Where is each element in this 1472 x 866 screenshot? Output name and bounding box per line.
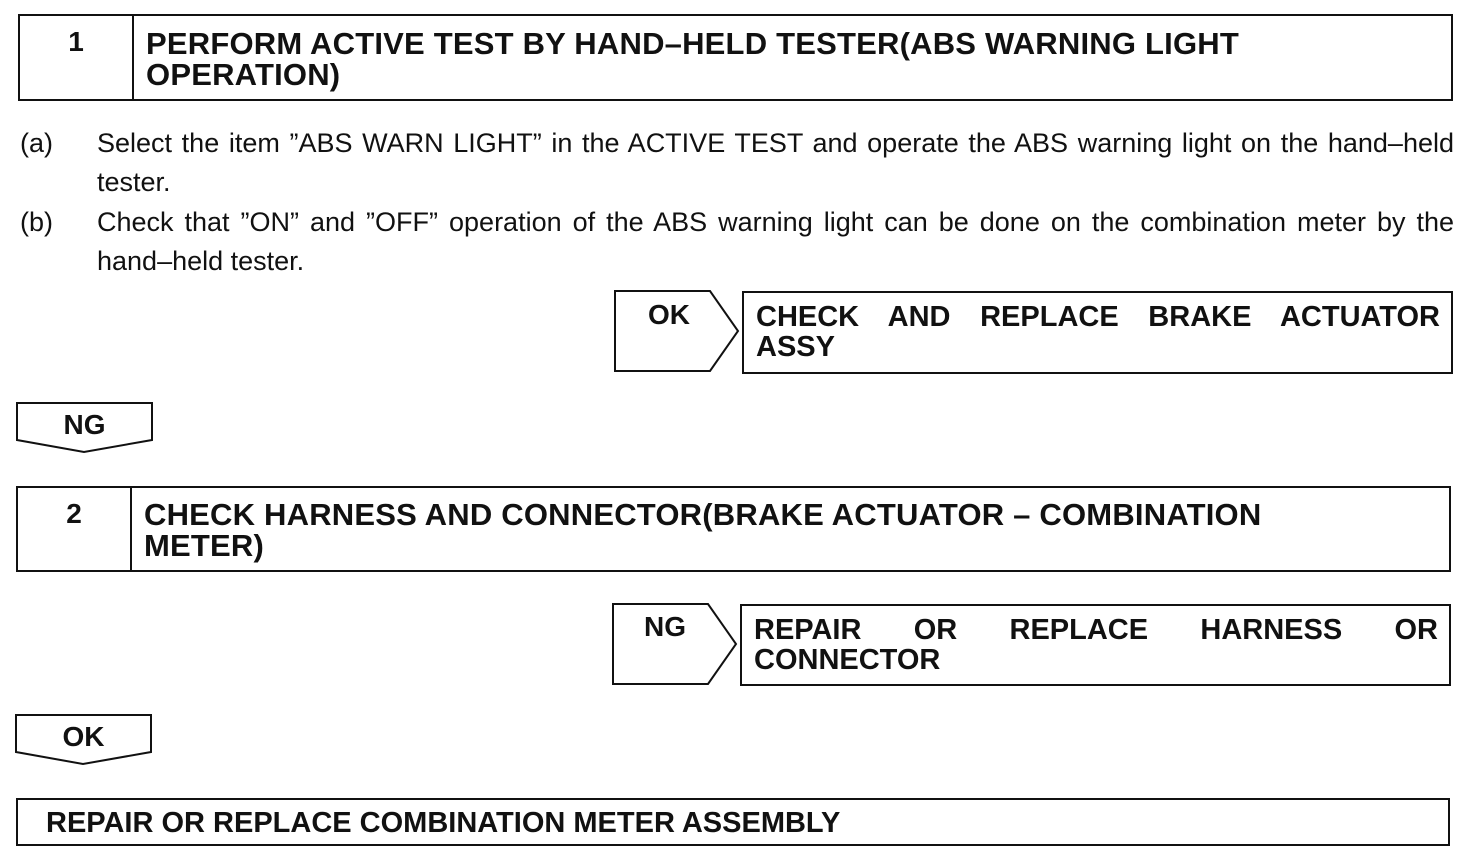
result-2-line1: REPAIR OR REPLACE HARNESS OR (754, 614, 1438, 646)
ok-arrow-label: OK (648, 299, 690, 330)
instruction-a-text: Select the item ”ABS WARN LIGHT” in the ACTIVE TEST and operate the ABS warning light on the hand–held tester. (97, 128, 1454, 197)
step-2-title-line1: CHECK HARNESS AND CONNECTOR(BRAKE ACTUATOR – COMBINATION (144, 497, 1262, 532)
step-2-box (16, 486, 1451, 572)
instruction-a (20, 124, 1460, 204)
result-1-box (742, 291, 1453, 374)
result-1-line2: ASSY (756, 331, 835, 363)
step-2-number: 2 (18, 488, 132, 570)
final-text: REPAIR OR REPLACE COMBINATION METER ASSEMBLY (46, 807, 841, 839)
instruction-b-label: (b) (20, 207, 53, 237)
final-box (16, 798, 1450, 846)
step-1-title-line1: PERFORM ACTIVE TEST BY HAND–HELD TESTER(ABS WARNING LIGHT (146, 26, 1239, 61)
result-2-line2: CONNECTOR (754, 644, 941, 676)
instruction-a-label: (a) (20, 128, 53, 158)
result-2-box (740, 604, 1451, 686)
ng-arrow-label: NG (644, 611, 686, 642)
step-1-number: 1 (20, 16, 134, 99)
result-1-line1: CHECK AND REPLACE BRAKE ACTUATOR (756, 301, 1440, 333)
step-1-box (18, 14, 1453, 101)
step-1-title-line2: OPERATION) (146, 57, 341, 92)
ng-down-arrow-label: NG (63, 409, 106, 440)
instruction-b (20, 203, 1460, 283)
instruction-b-text: Check that ”ON” and ”OFF” operation of the ABS warning light can be done on the combination meter by the hand–held tester. (97, 207, 1454, 276)
step-2-title-line2: METER) (144, 528, 265, 563)
ok-down-arrow-label: OK (62, 721, 105, 752)
